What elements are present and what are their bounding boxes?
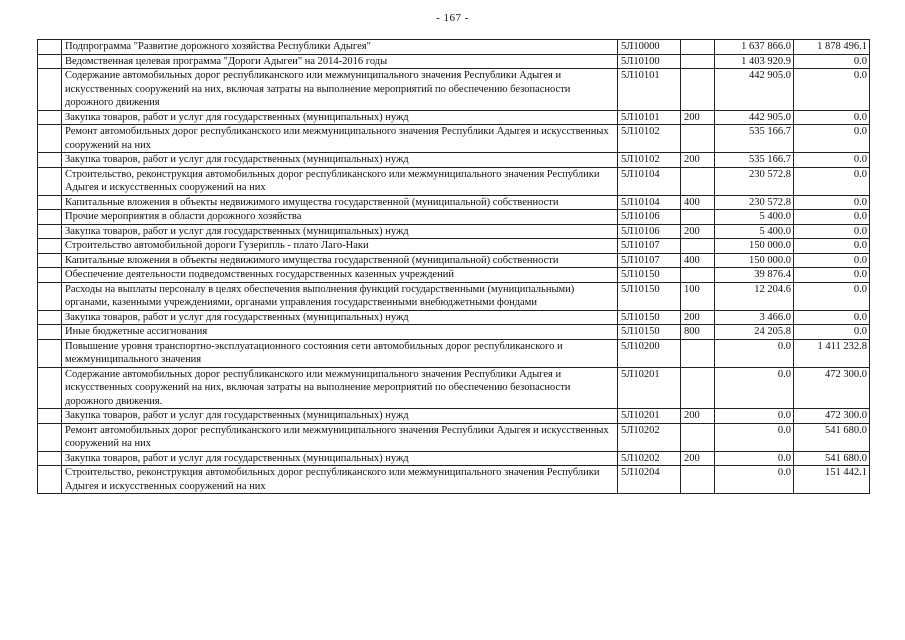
table-row bbox=[38, 325, 870, 340]
amount-2015-cell: 535 166.7 bbox=[715, 125, 794, 153]
expense-name-cell: Ремонт автомобильных дорог республиканского или межмуниципального значения Республики Адыгея и искусственных сооружений на них bbox=[62, 423, 618, 451]
amount-2016-cell: 0.0 bbox=[794, 195, 870, 210]
table-row bbox=[38, 339, 870, 367]
target-code-cell: 5Л10102 bbox=[618, 125, 681, 153]
amount-2015-cell: 0.0 bbox=[715, 339, 794, 367]
target-code-cell: 5Л10104 bbox=[618, 195, 681, 210]
target-code-cell: 5Л10000 bbox=[618, 40, 681, 55]
amount-2015-cell: 24 205.8 bbox=[715, 325, 794, 340]
row-marker-cell bbox=[38, 195, 62, 210]
target-code-cell: 5Л10201 bbox=[618, 367, 681, 409]
table-row bbox=[38, 224, 870, 239]
expense-type-cell bbox=[681, 239, 715, 254]
target-code-cell: 5Л10101 bbox=[618, 110, 681, 125]
expense-type-cell bbox=[681, 54, 715, 69]
target-code-cell: 5Л10202 bbox=[618, 451, 681, 466]
expense-type-cell bbox=[681, 367, 715, 409]
amount-2016-cell: 0.0 bbox=[794, 268, 870, 283]
table-row bbox=[38, 125, 870, 153]
row-marker-cell bbox=[38, 239, 62, 254]
amount-2015-cell: 150 000.0 bbox=[715, 239, 794, 254]
amount-2016-cell: 151 442.1 bbox=[794, 466, 870, 494]
amount-2015-cell: 150 000.0 bbox=[715, 253, 794, 268]
expense-name-cell: Закупка товаров, работ и услуг для государственных (муниципальных) нужд bbox=[62, 224, 618, 239]
expense-name-cell: Закупка товаров, работ и услуг для государственных (муниципальных) нужд bbox=[62, 310, 618, 325]
amount-2016-cell: 0.0 bbox=[794, 153, 870, 168]
amount-2015-cell: 3 466.0 bbox=[715, 310, 794, 325]
expense-name-cell: Строительство, реконструкция автомобильных дорог республиканского или межмуниципального значения Республики Адыгея и искусственных сооружений на них bbox=[62, 167, 618, 195]
expense-type-cell: 200 bbox=[681, 224, 715, 239]
amount-2016-cell: 0.0 bbox=[794, 110, 870, 125]
table-row bbox=[38, 239, 870, 254]
target-code-cell: 5Л10107 bbox=[618, 239, 681, 254]
expense-name-cell: Закупка товаров, работ и услуг для государственных (муниципальных) нужд bbox=[62, 409, 618, 424]
expense-type-cell: 800 bbox=[681, 325, 715, 340]
amount-2015-cell: 0.0 bbox=[715, 409, 794, 424]
expense-type-cell: 200 bbox=[681, 409, 715, 424]
expense-type-cell bbox=[681, 40, 715, 55]
expense-name-cell: Закупка товаров, работ и услуг для государственных (муниципальных) нужд bbox=[62, 153, 618, 168]
table-row bbox=[38, 210, 870, 225]
row-marker-cell bbox=[38, 310, 62, 325]
expense-name-cell: Строительство, реконструкция автомобильных дорог республиканского или межмуниципального значения Республики Адыгея и искусственных сооружений на них bbox=[62, 466, 618, 494]
row-marker-cell bbox=[38, 167, 62, 195]
amount-2016-cell: 0.0 bbox=[794, 210, 870, 225]
expense-name-cell: Прочие мероприятия в области дорожного хозяйства bbox=[62, 210, 618, 225]
amount-2016-cell: 0.0 bbox=[794, 239, 870, 254]
table-row bbox=[38, 310, 870, 325]
target-code-cell: 5Л10106 bbox=[618, 210, 681, 225]
table-row bbox=[38, 268, 870, 283]
target-code-cell: 5Л10150 bbox=[618, 325, 681, 340]
row-marker-cell bbox=[38, 153, 62, 168]
expense-type-cell bbox=[681, 167, 715, 195]
table-row bbox=[38, 195, 870, 210]
target-code-cell: 5Л10106 bbox=[618, 224, 681, 239]
target-code-cell: 5Л10202 bbox=[618, 423, 681, 451]
expense-name-cell: Ведомственная целевая программа "Дороги Адыгеи" на 2014-2016 годы bbox=[62, 54, 618, 69]
row-marker-cell bbox=[38, 253, 62, 268]
amount-2016-cell: 0.0 bbox=[794, 282, 870, 310]
amount-2016-cell: 541 680.0 bbox=[794, 451, 870, 466]
expense-type-cell: 400 bbox=[681, 253, 715, 268]
amount-2015-cell: 12 204.6 bbox=[715, 282, 794, 310]
amount-2016-cell: 0.0 bbox=[794, 125, 870, 153]
expense-name-cell: Капитальные вложения в объекты недвижимого имущества государственной (муниципальной) собственности bbox=[62, 195, 618, 210]
amount-2015-cell: 5 400.0 bbox=[715, 224, 794, 239]
page-number: - 167 - bbox=[436, 12, 469, 24]
expense-name-cell: Закупка товаров, работ и услуг для государственных (муниципальных) нужд bbox=[62, 451, 618, 466]
expense-type-cell: 200 bbox=[681, 310, 715, 325]
row-marker-cell bbox=[38, 282, 62, 310]
amount-2015-cell: 442 905.0 bbox=[715, 69, 794, 111]
table-row bbox=[38, 466, 870, 494]
table-row bbox=[38, 54, 870, 69]
row-marker-cell bbox=[38, 210, 62, 225]
amount-2015-cell: 230 572.8 bbox=[715, 167, 794, 195]
table-row bbox=[38, 282, 870, 310]
target-code-cell: 5Л10204 bbox=[618, 466, 681, 494]
expense-name-cell: Обеспечение деятельности подведомственных государственных казенных учреждений bbox=[62, 268, 618, 283]
amount-2016-cell: 0.0 bbox=[794, 167, 870, 195]
row-marker-cell bbox=[38, 54, 62, 69]
target-code-cell: 5Л10102 bbox=[618, 153, 681, 168]
target-code-cell: 5Л10150 bbox=[618, 282, 681, 310]
expense-type-cell bbox=[681, 339, 715, 367]
expense-name-cell: Содержание автомобильных дорог республиканского или межмуниципального значения Республики Адыгея и искусственных сооружений на них, включая затраты на выполнение мероприятий по обеспечению безопасности дорожного движения bbox=[62, 69, 618, 111]
expense-name-cell: Закупка товаров, работ и услуг для государственных (муниципальных) нужд bbox=[62, 110, 618, 125]
amount-2016-cell: 472 300.0 bbox=[794, 367, 870, 409]
expense-type-cell bbox=[681, 210, 715, 225]
expense-type-cell: 100 bbox=[681, 282, 715, 310]
table-row bbox=[38, 409, 870, 424]
row-marker-cell bbox=[38, 466, 62, 494]
amount-2016-cell: 0.0 bbox=[794, 54, 870, 69]
expense-type-cell: 400 bbox=[681, 195, 715, 210]
expense-type-cell bbox=[681, 125, 715, 153]
amount-2016-cell: 0.0 bbox=[794, 224, 870, 239]
budget-table bbox=[37, 39, 870, 494]
budget-table-body bbox=[38, 40, 870, 494]
target-code-cell: 5Л10200 bbox=[618, 339, 681, 367]
expense-type-cell: 200 bbox=[681, 451, 715, 466]
row-marker-cell bbox=[38, 268, 62, 283]
row-marker-cell bbox=[38, 125, 62, 153]
row-marker-cell bbox=[38, 451, 62, 466]
row-marker-cell bbox=[38, 339, 62, 367]
amount-2016-cell: 0.0 bbox=[794, 325, 870, 340]
target-code-cell: 5Л10150 bbox=[618, 268, 681, 283]
target-code-cell: 5Л10107 bbox=[618, 253, 681, 268]
amount-2015-cell: 1 403 920.9 bbox=[715, 54, 794, 69]
amount-2015-cell: 230 572.8 bbox=[715, 195, 794, 210]
expense-type-cell bbox=[681, 268, 715, 283]
amount-2015-cell: 1 637 866.0 bbox=[715, 40, 794, 55]
table-row bbox=[38, 167, 870, 195]
amount-2015-cell: 39 876.4 bbox=[715, 268, 794, 283]
target-code-cell: 5Л10100 bbox=[618, 54, 681, 69]
amount-2015-cell: 0.0 bbox=[715, 367, 794, 409]
row-marker-cell bbox=[38, 40, 62, 55]
amount-2016-cell: 472 300.0 bbox=[794, 409, 870, 424]
expense-name-cell: Строительство автомобильной дороги Гузерипль - плато Лаго-Наки bbox=[62, 239, 618, 254]
expense-type-cell bbox=[681, 69, 715, 111]
table-row bbox=[38, 253, 870, 268]
amount-2015-cell: 0.0 bbox=[715, 451, 794, 466]
expense-type-cell bbox=[681, 466, 715, 494]
amount-2015-cell: 0.0 bbox=[715, 423, 794, 451]
amount-2016-cell: 1 878 496.1 bbox=[794, 40, 870, 55]
amount-2015-cell: 0.0 bbox=[715, 466, 794, 494]
expense-name-cell: Содержание автомобильных дорог республиканского или межмуниципального значения Республики Адыгея и искусственных сооружений на них, включая затраты на выполнение мероприятий по обеспечению безопасности дорожного движения. bbox=[62, 367, 618, 409]
row-marker-cell bbox=[38, 367, 62, 409]
target-code-cell: 5Л10150 bbox=[618, 310, 681, 325]
row-marker-cell bbox=[38, 325, 62, 340]
expense-name-cell: Расходы на выплаты персоналу в целях обеспечения выполнения функций государственными (муниципальными) органами, казенными учреждениями, органами управления государственными внебюджетными фондами bbox=[62, 282, 618, 310]
amount-2016-cell: 0.0 bbox=[794, 253, 870, 268]
row-marker-cell bbox=[38, 409, 62, 424]
row-marker-cell bbox=[38, 224, 62, 239]
table-row bbox=[38, 451, 870, 466]
amount-2015-cell: 442 905.0 bbox=[715, 110, 794, 125]
table-row bbox=[38, 110, 870, 125]
amount-2016-cell: 541 680.0 bbox=[794, 423, 870, 451]
amount-2015-cell: 5 400.0 bbox=[715, 210, 794, 225]
table-row bbox=[38, 153, 870, 168]
expense-type-cell bbox=[681, 423, 715, 451]
row-marker-cell bbox=[38, 423, 62, 451]
target-code-cell: 5Л10101 bbox=[618, 69, 681, 111]
expense-type-cell: 200 bbox=[681, 153, 715, 168]
target-code-cell: 5Л10104 bbox=[618, 167, 681, 195]
expense-type-cell: 200 bbox=[681, 110, 715, 125]
expense-name-cell: Подпрограмма "Развитие дорожного хозяйства Республики Адыгея" bbox=[62, 40, 618, 55]
table-row bbox=[38, 69, 870, 111]
amount-2016-cell: 0.0 bbox=[794, 310, 870, 325]
amount-2016-cell: 0.0 bbox=[794, 69, 870, 111]
expense-name-cell: Ремонт автомобильных дорог республиканского или межмуниципального значения Республики Адыгея и искусственных сооружений на них bbox=[62, 125, 618, 153]
target-code-cell: 5Л10201 bbox=[618, 409, 681, 424]
expense-name-cell: Иные бюджетные ассигнования bbox=[62, 325, 618, 340]
amount-2016-cell: 1 411 232.8 bbox=[794, 339, 870, 367]
table-row bbox=[38, 423, 870, 451]
expense-name-cell: Повышение уровня транспортно-эксплуатационного состояния сети автомобильных дорог республиканского и межмуниципального значения bbox=[62, 339, 618, 367]
table-row bbox=[38, 40, 870, 55]
row-marker-cell bbox=[38, 110, 62, 125]
row-marker-cell bbox=[38, 69, 62, 111]
amount-2015-cell: 535 166.7 bbox=[715, 153, 794, 168]
expense-name-cell: Капитальные вложения в объекты недвижимого имущества государственной (муниципальной) собственности bbox=[62, 253, 618, 268]
table-row bbox=[38, 367, 870, 409]
